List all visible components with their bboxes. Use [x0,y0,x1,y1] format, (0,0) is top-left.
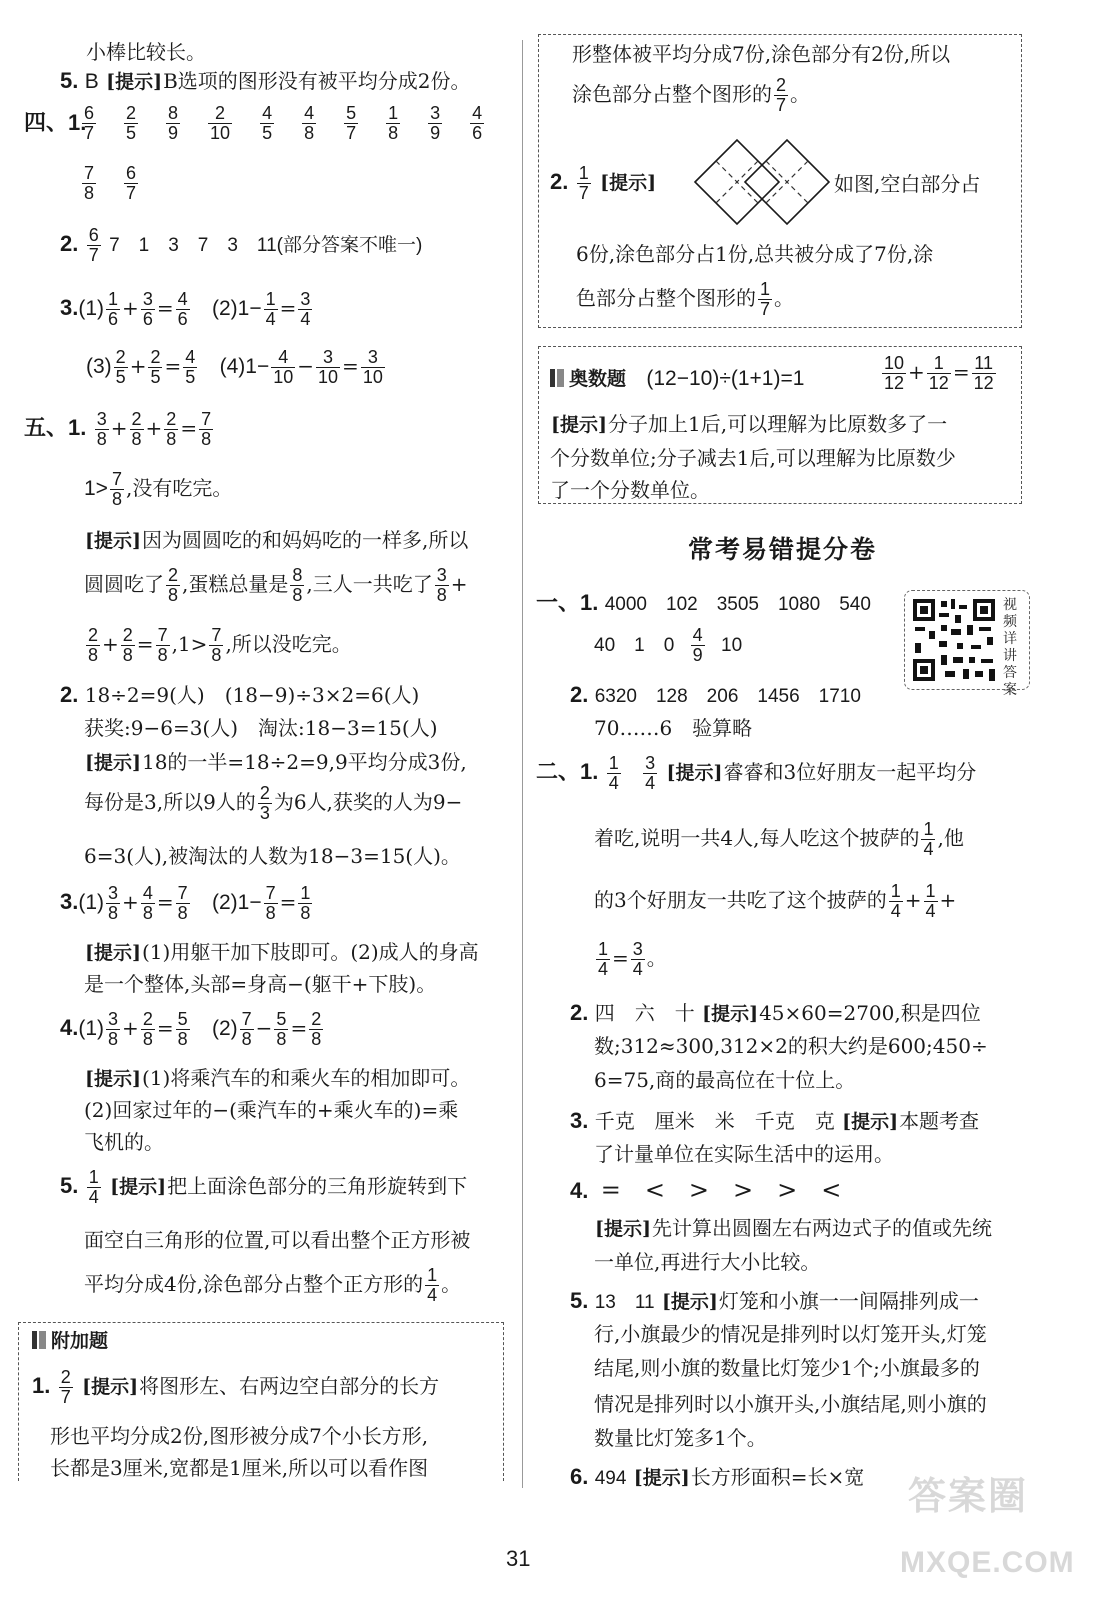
numerator: 3 [142,289,153,309]
denominator: 9 [168,122,179,143]
hint-label: [提示] [842,1111,899,1133]
denominator: 8 [177,902,188,923]
fraction [298,884,312,923]
hint-line: 行,小旗最少的情况是排列时以灯笼开头,灯笼 [594,1322,987,1346]
denominator: 6 [472,122,483,143]
page-number: 31 [506,1546,531,1571]
numerator: 4 [472,103,483,123]
fraction [106,290,120,329]
denominator: 8 [241,1028,252,1049]
fraction [428,104,442,143]
hint-line: 数;312≈300,312×2的积大约是600;450÷ [594,1034,988,1058]
section-marker-icon [32,1331,46,1349]
denominator: 4 [608,772,619,793]
answer-line: 3.(1) $\frac{3}{8}$ + $\frac{4}{8}$ = $\frac{7}{8}$ (2)1− $\frac{7}{8}$ = $\frac{1}{8}$ [60,883,311,923]
denominator: 8 [108,902,119,923]
denominator: 10 [362,366,383,387]
fraction [208,104,232,143]
hint-line: 长都是3厘米,宽都是1厘米,所以可以看作图 [50,1456,429,1480]
fraction [596,940,610,979]
numerator: 4 [185,347,196,367]
fraction-row [80,104,486,143]
hint-line: 6=3(人),被淘汰的人数为18−3=15(人)。 [84,844,461,868]
answer-line: 40 1 0 $\frac{4}{9}$ 10 [594,625,743,665]
denominator: 5 [150,366,161,387]
fraction [435,566,449,605]
hint-label: [提示] [600,171,657,194]
denominator: 8 [142,902,153,923]
hint-line: 形也平均分成2份,图形被分成7个小长方形, [50,1424,429,1448]
answer-line: 五、1. $\frac{3}{8}$ + $\frac{2}{8}$ + $\frac{2}{8}$ = $\frac{7}{8}$ [24,409,212,449]
denominator: 8 [388,122,399,143]
denominator: 10 [318,366,339,387]
fraction [86,626,100,665]
fraction [106,884,120,923]
fraction [240,1010,254,1049]
fraction [176,1010,190,1049]
hint-label: [提示] [551,414,607,436]
numerator: 3 [632,939,643,959]
denominator: 8 [111,488,122,509]
denominator: 8 [142,1028,153,1049]
numerator: 3 [108,1009,119,1029]
numerator: 3 [367,347,378,367]
fraction [302,104,316,143]
denominator: 4 [300,308,311,329]
fraction [59,1368,73,1407]
answer-line: 2. 四 六 十 [提示]45×60=2700,积是四位 [570,1000,981,1025]
answer-line: 2. $\frac{6}{7}$ 7 1 3 7 3 11(部分答案不唯一) [60,225,423,265]
answer-line: 3. 千克 厘米 米 千克 克 [提示]本题考查 [570,1108,980,1133]
denominator: 12 [928,372,949,393]
denominator: 8 [88,644,99,665]
hint-label: [提示] [666,761,723,784]
fraction [106,1010,120,1049]
numerator: 7 [111,469,122,489]
hint-line: 圆圆吃了 $\frac{2}{8}$ ,蛋糕总量是 $\frac{8}{8}$ ,三人一共吃了 $\frac{3}{8}$ + [84,565,468,605]
numerator: 6 [84,103,95,123]
numerator: 3 [300,289,311,309]
numerator: 5 [346,103,357,123]
numerator: 1 [760,279,771,299]
denominator: 8 [211,644,222,665]
fraction [124,104,138,143]
figure-dash-4 [766,161,808,203]
fraction [361,348,385,387]
fraction [258,784,272,823]
fraction [87,1168,101,1207]
denominator: 8 [157,644,168,665]
fraction [882,354,906,393]
numerator: 1 [300,883,311,903]
denominator: 8 [168,584,179,605]
answer-line: 获奖:9−6=3(人) 淘汰:18−3=15(人) [84,716,438,740]
denominator: 7 [88,244,99,265]
fraction [260,104,274,143]
numerator: 4 [692,625,703,645]
denominator: 4 [265,308,276,329]
fraction [209,626,223,665]
fraction [607,754,621,793]
numerator: 1 [108,289,119,309]
numerator: 3 [430,103,441,123]
denominator: 10 [210,122,231,143]
numerator: 2 [88,625,99,645]
fraction [166,566,180,605]
fraction [141,884,155,923]
denominator: 8 [122,644,133,665]
fraction [124,164,138,203]
numerator: 7 [157,625,168,645]
numerator: 2 [126,103,137,123]
denominator: 8 [108,1028,119,1049]
numerator: 4 [262,103,273,123]
hint-line: 个分数单位;分子减去1后,可以理解为比原数少 [550,446,956,470]
fraction [82,104,96,143]
denominator: 8 [292,584,303,605]
fraction [141,290,155,329]
fraction [176,884,190,923]
fraction [176,290,190,329]
denominator: 8 [84,182,95,203]
numerator: 2 [131,409,142,429]
numerator: 7 [211,625,222,645]
hint-line: [提示]先计算出圆圈左右两边式子的值或先统 [595,1216,992,1240]
hint-line: 情况是排列时以小旗开头,小旗结尾,则小旗的 [594,1392,987,1416]
denominator: 6 [177,308,188,329]
answer-line: 70……6 验算略 [594,716,753,740]
denominator: 8 [304,122,315,143]
denominator: 7 [578,182,589,203]
denominator: 5 [115,366,126,387]
fraction [166,104,180,143]
hint-line: 6=75,商的最高位在十位上。 [594,1068,856,1092]
hint-line: 形整体被平均分成7份,涂色部分有2份,所以 [572,42,951,66]
denominator: 9 [430,122,441,143]
hint-label: [提示] [85,942,141,964]
denominator: 8 [177,1028,188,1049]
numerator: 1 [88,1167,99,1187]
numerator: 8 [292,565,303,585]
denominator: 8 [96,428,107,449]
hint-line: 每份是3,所以9人的 $\frac{2}{3}$ 为6人,获奖的人为9− [84,783,463,823]
hint-line: [提示]因为圆圆吃的和妈妈吃的一样多,所以 [85,528,469,552]
fraction [274,1010,288,1049]
qr-caption: 视频详讲答案 [1003,597,1017,698]
numerator: 3 [436,565,447,585]
denominator: 8 [311,1028,322,1049]
hint-line: 了一个分数单位。 [550,478,710,502]
hint-line: 了计量单位在实际生活中的运用。 [594,1142,894,1166]
numerator: 2 [259,783,270,803]
fraction [774,76,788,115]
denominator: 10 [273,366,294,387]
fraction [921,820,935,859]
numerator: 8 [168,103,179,123]
fraction [130,410,144,449]
denominator: 6 [142,308,153,329]
hint-line: 一单位,再进行大小比较。 [594,1250,821,1274]
fraction [924,882,938,921]
numerator: 2 [311,1009,322,1029]
numerator: 1 [598,939,609,959]
fraction [386,104,400,143]
hint-line: 数量比灯笼多1个。 [594,1426,767,1450]
denominator: 7 [760,298,771,319]
numerator: 6 [88,225,99,245]
numerator: 3 [323,347,334,367]
numerator: 1 [608,753,619,773]
fraction [972,354,996,393]
numerator: 4 [304,103,315,123]
numerator: 5 [276,1009,287,1029]
numerator: 7 [201,409,212,429]
fraction [691,626,705,665]
fraction [87,226,101,265]
denominator: 8 [436,584,447,605]
hint-line: 平均分成4份,涂色部分占整个正方形的 $\frac{1}{4}$ 。 [84,1265,462,1305]
fraction [889,882,903,921]
fraction [577,164,591,203]
numerator: 2 [168,565,179,585]
denominator: 5 [126,122,137,143]
hint-line: 是一个整体,头部=身高−(躯干+下肢)。 [84,972,437,996]
numerator: 1 [923,819,934,839]
numerator: 7 [265,883,276,903]
answer-line: 5. 13 11 [提示]灯笼和小旗一一间隔排列成一 [570,1288,979,1313]
numerator: 3 [108,883,119,903]
answer-line: 4.(1) $\frac{3}{8}$ + $\frac{2}{8}$ = $\frac{5}{8}$ (2) $\frac{7}{8}$ − $\frac{5}{8}$ = $\frac{2}{8}$ [60,1009,322,1049]
section-marker-icon [550,369,564,387]
hint-line: [提示](1)将乘汽车的和乘火车的相加即可。 [85,1066,471,1090]
hint-line: $\frac{1}{4}$ = $\frac{3}{4}$ 。 [598,939,667,979]
hint-label: [提示] [110,1175,167,1198]
fraction [114,348,128,387]
hint-label: [提示] [82,1375,139,1398]
hint-label: [提示] [106,71,163,93]
fraction [470,104,484,143]
fraction [95,410,109,449]
denominator: 8 [131,428,142,449]
answer-line: (3) $\frac{2}{5}$ + $\frac{2}{5}$ = $\frac{4}{5}$ (4)1− $\frac{4}{10}$ − $\frac{3}{10}$ = $\frac{3}{10}$ [86,347,383,387]
numerator: 1 [578,163,589,183]
numerator: 2 [115,347,126,367]
numerator: 2 [142,1009,153,1029]
qr-code-box [904,590,1030,698]
section-heading: 常考易错提分卷 [688,535,878,564]
fraction [164,410,178,449]
olympiad-title: 奥数题 (12−10)÷(1+1)=1 [550,368,804,389]
answer-line: 2. 6320 128 206 1456 1710 [570,682,861,707]
fraction [148,348,162,387]
diamond-figure [693,138,831,226]
denominator: 8 [300,902,311,923]
answer-line: 2. $\frac{1}{7}$ [提示] [550,163,657,203]
hint-line: 涂色部分占整个图形的 $\frac{2}{7}$ 。 [572,75,811,115]
column-divider [522,40,523,1488]
numerator: 2 [122,625,133,645]
hint-line: 的3个好朋友一共吃了这个披萨的 $\frac{1}{4}$ + $\frac{1}{4}$ + [594,881,957,921]
denominator: 8 [276,1028,287,1049]
hint-line: 色部分占整个图形的 $\frac{1}{7}$ 。 [576,279,795,319]
figure-dash-2 [716,161,758,203]
denominator: 5 [262,122,273,143]
fraction [758,280,772,319]
hint-line: 飞机的。 [84,1130,164,1154]
denominator: 12 [884,372,905,393]
numerator: 1 [890,881,901,901]
answer-line: 1> $\frac{7}{8}$ ,没有吃完。 [84,469,233,509]
hint-label: [提示] [85,752,141,774]
denominator: 7 [776,94,787,115]
fraction [110,470,124,509]
hint-line: 面空白三角形的位置,可以看出整个正方形被 [84,1228,471,1252]
bonus-title: 附加题 [32,1330,108,1351]
numerator: 7 [177,883,188,903]
numerator: 1 [427,1265,438,1285]
denominator: 7 [84,122,95,143]
fraction [309,1010,323,1049]
hint-line: 结尾,则小旗的数量比灯笼少1个;小旗最多的 [594,1356,980,1380]
hint-line: 6份,涂色部分占1份,总共被分成了7份,涂 [576,242,934,266]
numerator: 4 [142,883,153,903]
denominator: 7 [60,1386,71,1407]
hint-line: [提示]18的一半=18÷2=9,9平均分成3份, [85,750,467,774]
numerator: 4 [278,347,289,367]
answer-line: 3.(1) $\frac{1}{6}$ + $\frac{3}{6}$ = $\frac{4}{6}$ (2)1− $\frac{1}{4}$ = $\frac{3}{4}$ [60,289,311,329]
hint-label: [提示] [633,1467,690,1489]
denominator: 7 [346,122,357,143]
hint-line: [提示]分子加上1后,可以理解为比原数多了一 [551,412,948,436]
denominator: 4 [598,958,609,979]
hint-line: 如图,空白部分占 [834,172,981,196]
section-label: 四、1. [24,110,87,135]
numerator: 11 [974,353,993,373]
numerator: 2 [166,409,177,429]
numerator: 1 [933,353,944,373]
denominator: 4 [925,900,936,921]
numerator: 1 [265,289,276,309]
hint-label: [提示] [702,1003,759,1025]
answer-line: 5. B [提示]B选项的图形没有被平均分成2份。 [60,68,471,93]
numerator: 7 [84,163,95,183]
denominator: 4 [88,1186,99,1207]
fraction [156,626,170,665]
watermark-url: MXQE.COM [900,1546,1075,1579]
hint-label: [提示] [595,1218,651,1240]
fraction [631,940,645,979]
fraction [183,348,197,387]
numerator: 1 [388,103,399,123]
fraction [425,1266,439,1305]
watermark-logo: 答案圈 [908,1476,1029,1518]
fraction [316,348,340,387]
denominator: 5 [185,366,196,387]
hint-label: [提示] [85,530,141,552]
numerator: 6 [126,163,137,183]
denominator: 8 [166,428,177,449]
numerator: 2 [60,1367,71,1387]
denominator: 4 [923,838,934,859]
fraction [121,626,135,665]
fraction [298,290,312,329]
denominator: 8 [265,902,276,923]
hint-line: [提示](1)用躯干加下肢即可。(2)成人的身高 [85,940,479,964]
denominator: 4 [890,900,901,921]
fraction [927,354,951,393]
denominator: 4 [632,958,643,979]
fraction [271,348,295,387]
denominator: 6 [108,308,119,329]
answer-line: 5. $\frac{1}{4}$ [提示]把上面涂色部分的三角形旋转到下 [60,1167,468,1207]
fraction [141,1010,155,1049]
fraction [82,164,96,203]
numerator: 7 [241,1009,252,1029]
numerator: 4 [177,289,188,309]
denominator: 7 [126,182,137,203]
fraction [290,566,304,605]
fraction [643,754,657,793]
hint-line: $\frac{2}{8}$ + $\frac{2}{8}$ = $\frac{7}{8}$ ,1> $\frac{7}{8}$ ,所以没吃完。 [88,625,352,665]
denominator: 12 [973,372,994,393]
answer-line: 4. = < > > > < [570,1176,842,1204]
answer-line: $\frac{10}{12}$ + $\frac{1}{12}$ = $\frac{11}{12}$ [884,353,994,393]
denominator: 9 [692,644,703,665]
hint-label: [提示] [85,1068,141,1090]
fraction [264,884,278,923]
answer-line: 2. 18÷2=9(人) (18−9)÷3×2=6(人) [60,682,420,707]
numerator: 2 [776,75,787,95]
fraction [344,104,358,143]
numerator: 2 [215,103,226,123]
numerator: 5 [177,1009,188,1029]
numerator: 1 [925,881,936,901]
fraction [264,290,278,329]
numerator: 10 [884,353,905,373]
denominator: 8 [201,428,212,449]
text-line: 小棒比较长。 [86,40,206,64]
answer-line: 一、1. 4000 102 3505 1080 540 [536,590,871,615]
qr-code-icon [911,597,997,683]
answer-line: 6. 494 [提示]长方形面积=长×宽 [570,1464,865,1489]
numerator: 3 [96,409,107,429]
denominator: 4 [427,1284,438,1305]
denominator: 3 [259,802,270,823]
fraction-row [80,164,140,203]
fraction [199,410,213,449]
hint-line: (2)回家过年的−(乘汽车的+乘火车的)=乘 [84,1098,459,1122]
answer-line: 1. $\frac{2}{7}$ [提示]将图形左、右两边空白部分的长方 [32,1367,440,1407]
numerator: 3 [645,753,656,773]
denominator: 4 [645,772,656,793]
numerator: 2 [150,347,161,367]
hint-line: 着吃,说明一共4人,每人吃这个披萨的 $\frac{1}{4}$ ,他 [594,819,964,859]
answer-line: 二、1. $\frac{1}{4}$ $\frac{3}{4}$ [提示]睿睿和3位好朋友一起平均分 [536,753,977,793]
hint-label: [提示] [661,1291,718,1313]
